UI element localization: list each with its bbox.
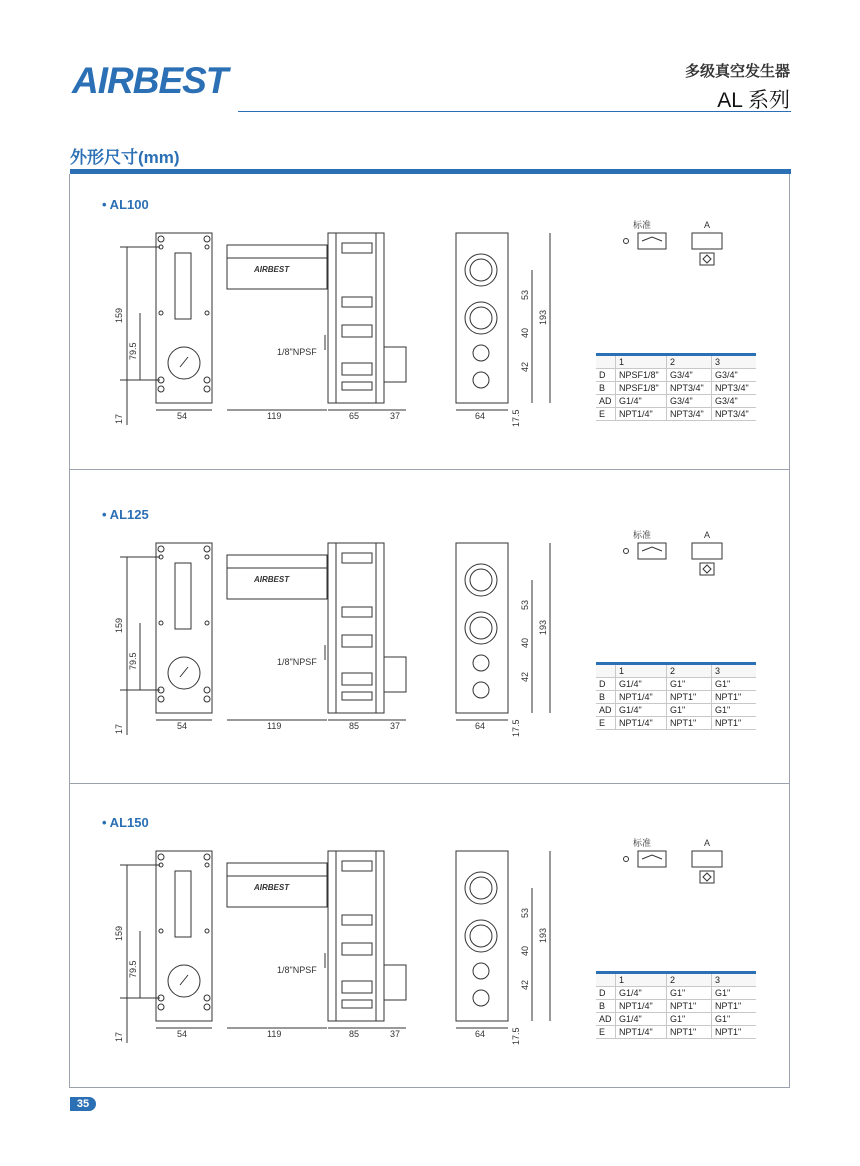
port-label: 1/8"NPSF <box>277 657 317 667</box>
dim-fitting: 37 <box>390 411 401 421</box>
spec-cell: NPT1/4" <box>616 691 667 704</box>
spec-header-row <box>596 355 756 369</box>
spec-row <box>596 395 756 408</box>
dim-port-spacing-3: 42 <box>520 979 530 990</box>
spec-cell: NPT1" <box>667 717 712 730</box>
spec-cell: 1 <box>616 973 667 987</box>
spec-cell: NPT1" <box>667 691 712 704</box>
dim-bottom: 17 <box>114 723 124 734</box>
spec-cell: 2 <box>667 973 712 987</box>
spec-cell: G1/4" <box>616 395 667 408</box>
spec-cell: 3 <box>712 355 757 369</box>
spec-cell: G1" <box>667 987 712 1000</box>
port-spec-table <box>596 971 756 1039</box>
symbol-port-icon <box>624 857 629 862</box>
dim-fitting: 37 <box>390 1029 401 1039</box>
ejector-symbol-a-icon <box>692 543 722 559</box>
spec-cell: NPT1" <box>712 691 757 704</box>
spec-cell: D <box>596 369 616 382</box>
dim-bottom: 17 <box>114 413 124 424</box>
model-panel <box>70 485 790 785</box>
spec-cell: NPT1/4" <box>616 717 667 730</box>
spec-cell: B <box>596 1000 616 1013</box>
dim-width-front: 54 <box>177 1029 188 1039</box>
spec-cell: G1" <box>667 1013 712 1026</box>
spec-cell: G3/4" <box>712 369 757 382</box>
spec-cell: E <box>596 408 616 421</box>
spec-cell: 1 <box>616 355 667 369</box>
spec-row <box>596 678 756 691</box>
port-spec-table <box>596 353 756 421</box>
tube-brand-label: AIRBEST <box>254 883 290 892</box>
spec-cell: NPT1/4" <box>616 1000 667 1013</box>
spec-cell: G1/4" <box>616 987 667 1000</box>
spec-row <box>596 382 756 395</box>
spec-cell: NPT3/4" <box>712 382 757 395</box>
dim-end-width: 64 <box>475 1029 486 1039</box>
port-label: 1/8"NPSF <box>277 965 317 975</box>
spec-cell: NPSF1/8" <box>616 369 667 382</box>
spec-cell: G3/4" <box>712 395 757 408</box>
section-title: 外形尺寸(mm) <box>70 148 180 167</box>
port-spec-table <box>596 662 756 730</box>
dim-fitting: 37 <box>390 721 401 731</box>
spec-cell: 2 <box>667 355 712 369</box>
front-view-body <box>156 233 212 403</box>
spec-row <box>596 717 756 730</box>
symbol-a-label: A <box>704 838 711 848</box>
end-view-body <box>456 543 508 713</box>
spec-cell: NPT3/4" <box>667 408 712 421</box>
spec-header-row <box>596 973 756 987</box>
dim-port-spacing-2: 40 <box>520 327 530 338</box>
dim-port-spacing-3: 42 <box>520 361 530 372</box>
dim-port-spacing-3: 42 <box>520 671 530 682</box>
spec-cell <box>596 973 616 987</box>
dim-height: 159 <box>114 617 124 633</box>
brand-text: AIRBEST <box>72 60 228 101</box>
spec-cell: G3/4" <box>667 369 712 382</box>
spec-cell: 3 <box>712 973 757 987</box>
model-panel <box>70 793 790 1093</box>
tube-brand-label: AIRBEST <box>254 265 290 274</box>
spec-cell: G3/4" <box>667 395 712 408</box>
symbol-standard-label: 标准 <box>633 530 652 540</box>
spec-row <box>596 987 756 1000</box>
spec-cell: 2 <box>667 664 712 678</box>
port-label: 1/8"NPSF <box>277 347 317 357</box>
dim-port-spacing-1: 53 <box>520 599 530 610</box>
spec-cell: AD <box>596 395 616 408</box>
spec-cell: NPT1" <box>667 1000 712 1013</box>
spec-cell: G1" <box>667 704 712 717</box>
end-view-body <box>456 851 508 1021</box>
dim-port-spacing-1: 53 <box>520 289 530 300</box>
spec-cell: G1/4" <box>616 678 667 691</box>
dim-bottom: 17 <box>114 1031 124 1042</box>
spec-cell: AD <box>596 704 616 717</box>
spec-row <box>596 704 756 717</box>
model-title: • AL125 <box>102 507 149 522</box>
gauge-icon <box>168 347 200 379</box>
spec-table-body <box>596 355 756 421</box>
end-view-body <box>456 233 508 403</box>
dimension-drawing <box>70 175 790 475</box>
spec-cell <box>596 355 616 369</box>
dim-height: 159 <box>114 925 124 941</box>
dim-height: 159 <box>114 307 124 323</box>
spec-table-body <box>596 973 756 1039</box>
spec-row <box>596 408 756 421</box>
spec-cell: G1" <box>667 678 712 691</box>
page-number: 35 <box>70 1097 96 1111</box>
spec-cell: 3 <box>712 664 757 678</box>
spec-row <box>596 691 756 704</box>
gauge-icon <box>168 965 200 997</box>
dim-end-width: 64 <box>475 411 486 421</box>
spec-cell: NPSF1/8" <box>616 382 667 395</box>
spec-cell: G1" <box>712 1013 757 1026</box>
header-rule <box>238 111 791 112</box>
spec-cell: E <box>596 717 616 730</box>
dim-tube-length: 119 <box>267 411 282 421</box>
ejector-symbol-a-icon <box>692 233 722 249</box>
spec-cell: NPT3/4" <box>712 408 757 421</box>
spec-cell: G1/4" <box>616 704 667 717</box>
header-subtitle: 多级真空发生器 <box>684 63 790 80</box>
dim-side-width: 85 <box>349 1029 360 1039</box>
brand-logo <box>72 60 227 102</box>
dim-width-front: 54 <box>177 411 188 421</box>
dim-port-spacing-2: 40 <box>520 637 530 648</box>
front-view-body <box>156 851 212 1021</box>
spec-table-body <box>596 664 756 730</box>
dim-end-bottom: 17.5 <box>511 1027 521 1045</box>
symbol-a-label: A <box>704 220 711 230</box>
spec-header-row <box>596 664 756 678</box>
spec-cell: NPT3/4" <box>667 382 712 395</box>
spec-row <box>596 1026 756 1039</box>
spec-cell: G1" <box>712 987 757 1000</box>
dim-total-height: 193 <box>538 927 548 943</box>
symbol-a-label: A <box>704 530 711 540</box>
dim-end-width: 64 <box>475 721 486 731</box>
symbol-standard-label: 标准 <box>633 220 652 230</box>
dimension-drawing <box>70 485 790 785</box>
dim-width-front: 54 <box>177 721 188 731</box>
spec-cell: NPT1" <box>667 1026 712 1039</box>
spec-cell: NPT1/4" <box>616 408 667 421</box>
spec-cell <box>596 664 616 678</box>
dim-total-height: 193 <box>538 309 548 325</box>
spec-cell: D <box>596 987 616 1000</box>
dim-port-spacing-2: 40 <box>520 945 530 956</box>
dim-tube-length: 119 <box>267 721 282 731</box>
spec-cell: B <box>596 382 616 395</box>
dim-side-width: 85 <box>349 721 360 731</box>
dim-total-height: 193 <box>538 619 548 635</box>
model-title: • AL100 <box>102 197 149 212</box>
spec-cell: G1/4" <box>616 1013 667 1026</box>
spec-cell: NPT1" <box>712 1000 757 1013</box>
symbol-port-icon <box>624 239 629 244</box>
spec-cell: E <box>596 1026 616 1039</box>
dim-side-width: 65 <box>349 411 360 421</box>
dim-half-height: 79.5 <box>128 652 138 670</box>
spec-cell: D <box>596 678 616 691</box>
spec-row <box>596 1013 756 1026</box>
model-panel <box>70 175 790 475</box>
spec-cell: G1" <box>712 678 757 691</box>
header-series: AL 系列 <box>717 89 790 112</box>
symbol-standard-label: 标准 <box>633 838 652 848</box>
spec-row <box>596 1000 756 1013</box>
model-title: • AL150 <box>102 815 149 830</box>
spec-cell: 1 <box>616 664 667 678</box>
dim-tube-length: 119 <box>267 1029 282 1039</box>
gauge-icon <box>168 657 200 689</box>
spec-cell: G1" <box>712 704 757 717</box>
dim-end-bottom: 17.5 <box>511 719 521 737</box>
spec-cell: NPT1" <box>712 717 757 730</box>
spec-cell: NPT1" <box>712 1026 757 1039</box>
tube-brand-label: AIRBEST <box>254 575 290 584</box>
dim-port-spacing-1: 53 <box>520 907 530 918</box>
front-view-body <box>156 543 212 713</box>
spec-cell: NPT1/4" <box>616 1026 667 1039</box>
spec-cell: B <box>596 691 616 704</box>
ejector-symbol-a-icon <box>692 851 722 867</box>
spec-row <box>596 369 756 382</box>
dim-half-height: 79.5 <box>128 960 138 978</box>
dimension-drawing <box>70 793 790 1093</box>
spec-cell: AD <box>596 1013 616 1026</box>
symbol-port-icon <box>624 549 629 554</box>
dim-end-bottom: 17.5 <box>511 409 521 427</box>
dim-half-height: 79.5 <box>128 342 138 360</box>
